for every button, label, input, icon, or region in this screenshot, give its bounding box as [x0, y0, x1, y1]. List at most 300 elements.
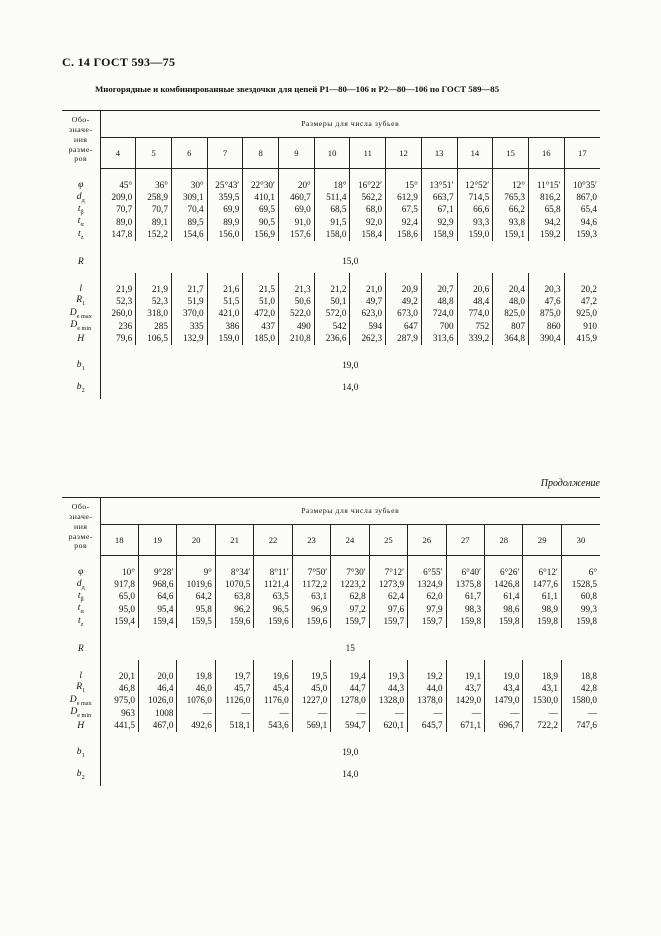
table-row [62, 603, 600, 615]
spacer-cell [369, 660, 407, 670]
table-cell: 12°52′ [457, 179, 493, 191]
table-cell: 1324,9 [408, 578, 446, 590]
spacer-cell [350, 169, 386, 180]
table-cell: 159,5 [177, 616, 215, 628]
table-cell: 6°40′ [446, 566, 484, 578]
table-cell: 1530,0 [523, 695, 561, 707]
teeth-count-header: 22 [254, 525, 292, 556]
table-cell: 30° [171, 179, 207, 191]
table-cell: 569,1 [292, 720, 330, 732]
symbol-main: t [77, 202, 81, 214]
table-cell: 21,7 [171, 283, 207, 295]
table-cell: 19,5 [292, 670, 330, 682]
symbol-subscript: 1 [81, 364, 85, 372]
table-cell: 89,1 [136, 216, 172, 228]
table-cell: 51,0 [243, 295, 279, 307]
table-row [62, 591, 600, 603]
table-cell: 518,1 [215, 720, 253, 732]
spacer-cell [171, 273, 207, 283]
table-row [62, 333, 600, 345]
table-cell: 52,3 [136, 295, 172, 307]
teeth-count-group-header: Размеры для числа зубьев [100, 498, 600, 525]
table-cell: 542 [314, 320, 350, 332]
table-cell: 20,3 [528, 283, 564, 295]
table-cell: 97,6 [369, 603, 407, 615]
table-cell: 159,1 [493, 229, 529, 241]
row-symbol [62, 603, 100, 615]
table-cell: 262,3 [350, 333, 386, 345]
table-cell: 21,6 [207, 283, 243, 295]
table-cell: 490 [279, 320, 315, 332]
table-cell: 492,6 [177, 720, 215, 732]
row-symbol [62, 179, 100, 191]
row-symbol [62, 216, 100, 228]
table-cell: 1172,2 [292, 578, 330, 590]
table-row [62, 204, 600, 216]
table-row [62, 191, 600, 203]
table-row [62, 695, 600, 707]
row-symbol [62, 283, 100, 295]
table-cell: 472,0 [243, 308, 279, 320]
table-cell: 1528,5 [571, 578, 597, 589]
table-cell: 19,2 [408, 670, 446, 682]
table-row [62, 320, 600, 332]
symbol-subscript: 1 [81, 751, 85, 759]
row-symbol [62, 695, 100, 707]
table-cell: 91,5 [314, 216, 350, 228]
table-cell: 43,4 [485, 682, 523, 694]
table-cell: 47,2 [580, 295, 597, 306]
spacer-cell [136, 169, 172, 180]
merged-value-cell: 14,0 [342, 382, 359, 393]
teeth-count-header: 17 [564, 138, 600, 169]
teeth-count-header: 19 [138, 525, 176, 556]
table-cell: 63,8 [215, 591, 253, 603]
table-cell: 390,4 [528, 333, 564, 345]
table-cell: — [446, 707, 484, 719]
table-cell: 20,7 [421, 283, 457, 295]
spacer-cell [446, 556, 484, 567]
table-cell: 467,0 [138, 720, 176, 732]
symbol-main: d [76, 190, 82, 202]
header-line: ния [74, 521, 88, 531]
spacer-cell [279, 169, 315, 180]
header-line: ния [74, 134, 88, 144]
table-cell: 562,2 [350, 191, 386, 203]
table-cell: 45,7 [215, 682, 253, 694]
table-cell: 975,0 [100, 695, 138, 707]
table-cell: 158,0 [314, 229, 350, 241]
table-cell: 19,0 [485, 670, 523, 682]
table-cell: 825,0 [493, 308, 529, 320]
table-cell: 1227,0 [292, 695, 330, 707]
table-cell: 96,5 [254, 603, 292, 615]
table-cell: 1176,0 [254, 695, 292, 707]
table-cell: 46,0 [177, 682, 215, 694]
table-cell: 159,8 [485, 616, 523, 628]
spacer-cell [138, 660, 176, 670]
table-cell: 1019,6 [177, 578, 215, 590]
row-symbol [62, 682, 100, 694]
teeth-count-header: 21 [215, 525, 253, 556]
table-row [62, 251, 600, 273]
table-cell: 159,7 [369, 616, 407, 628]
table-cell: 623,0 [350, 308, 386, 320]
table-cell: 95,0 [100, 603, 138, 615]
table-cell: 543,6 [254, 720, 292, 732]
table-cell: 61,7 [446, 591, 484, 603]
table-cell: 21,5 [243, 283, 279, 295]
table-cell: 236,6 [314, 333, 350, 345]
table-cell: 20° [279, 179, 315, 191]
table-cell: 612,9 [386, 191, 422, 203]
table-cell: 95,4 [138, 603, 176, 615]
table-cell: 46,4 [138, 682, 176, 694]
spacer-cell [62, 241, 100, 251]
symbol-subscript: 2 [81, 386, 85, 394]
header-line: разме- [68, 144, 93, 154]
row-symbol [62, 191, 100, 203]
table-cell: 19,6 [254, 670, 292, 682]
table-cell: 44,7 [331, 682, 369, 694]
teeth-count-header: 29 [523, 525, 561, 556]
table-cell: 45,0 [292, 682, 330, 694]
table-cell: 16°22′ [350, 179, 386, 191]
table-cell: — [177, 707, 215, 719]
table-cell: 774,0 [457, 308, 493, 320]
table-cell: 724,0 [421, 308, 457, 320]
table-row [62, 578, 600, 590]
teeth-count-header: 26 [408, 525, 446, 556]
table-cell: — [331, 707, 369, 719]
symbol-main: b [76, 358, 82, 370]
symbol-main: H [77, 719, 85, 731]
table-cell: 1477,6 [523, 578, 561, 590]
symbol-main: R [76, 681, 83, 693]
table-cell: 60,8 [580, 591, 597, 602]
table-cell: 62,8 [331, 591, 369, 603]
header-line: разме- [68, 531, 93, 541]
teeth-count-header: 24 [331, 525, 369, 556]
table-cell: — [408, 707, 446, 719]
table-cell: 1121,4 [254, 578, 292, 590]
table-cell: 70,7 [100, 204, 136, 216]
table-cell: 663,7 [421, 191, 457, 203]
symbol-subscript: e max [76, 699, 92, 707]
table-cell: 441,5 [100, 720, 138, 732]
table-cell: 154,6 [171, 229, 207, 241]
table-cell: — [292, 707, 330, 719]
table-cell: 364,8 [493, 333, 529, 345]
table-cell: 47,6 [528, 295, 564, 307]
table-cell: — [523, 707, 561, 719]
table-cell: 159,7 [331, 616, 369, 628]
symbol-main: R [77, 643, 84, 655]
table-cell: 20,4 [493, 283, 529, 295]
spacer-cell [100, 628, 600, 638]
table-cell: 19,7 [215, 670, 253, 682]
table-cell: 93,3 [457, 216, 493, 228]
table-cell: 209,0 [100, 191, 136, 203]
table-cell: 92,0 [350, 216, 386, 228]
table-cell: 21,9 [136, 283, 172, 295]
teeth-count-header: 13 [421, 138, 457, 169]
spacer-cell [100, 345, 600, 355]
table-cell: — [485, 707, 523, 719]
table-cell: 359,5 [207, 191, 243, 203]
symbol-subscript: α [80, 608, 84, 616]
spacer-cell [493, 273, 529, 283]
table-cell: 18,9 [523, 670, 561, 682]
spacer-cell [314, 273, 350, 283]
spacer-cell [528, 273, 564, 283]
spacer-cell [171, 169, 207, 180]
teeth-count-header: 9 [279, 138, 315, 169]
table-cell: 968,6 [138, 578, 176, 590]
symbol-subscript: e min [77, 325, 92, 333]
teeth-count-header: 7 [207, 138, 243, 169]
table-cell: 10°35′ [572, 179, 597, 190]
page-header: С. 14 ГОСТ 593—75 [62, 55, 176, 69]
teeth-count-header: 15 [493, 138, 529, 169]
table-cell: 313,6 [421, 333, 457, 345]
table-cell: — [587, 707, 597, 718]
row-symbol [62, 720, 100, 732]
table-cell: 158,6 [386, 229, 422, 241]
table-row [62, 566, 600, 578]
table-cell: 1580,0 [571, 695, 597, 706]
symbol-main: b [76, 380, 82, 392]
symbol-subscript: z [80, 233, 84, 241]
table-cell: 64,6 [138, 591, 176, 603]
spacer-cell [100, 273, 136, 283]
spacer-cell [561, 660, 600, 670]
table-cell: 43,1 [523, 682, 561, 694]
symbol-main: D [70, 706, 78, 718]
table-cell: 67,5 [386, 204, 422, 216]
table-cell: 7°12′ [369, 566, 407, 578]
table-row [62, 377, 600, 399]
spacer-cell [215, 660, 253, 670]
table-cell: 158,9 [421, 229, 457, 241]
spacer-cell [62, 345, 100, 355]
table-cell: 159,2 [528, 229, 564, 241]
spacer-cell [279, 273, 315, 283]
row-symbol [62, 377, 100, 399]
table-cell: 42,8 [580, 682, 597, 693]
table-cell: 1070,5 [215, 578, 253, 590]
spacer-cell [350, 273, 386, 283]
table-cell: 309,1 [171, 191, 207, 203]
table-cell: 97,9 [408, 603, 446, 615]
table-row [62, 179, 600, 191]
row-symbol [62, 333, 100, 345]
table-cell: — [215, 707, 253, 719]
table-cell: 90,5 [243, 216, 279, 228]
table-cell: 1076,0 [177, 695, 215, 707]
table-cell: 52,3 [100, 295, 136, 307]
table-cell: 1328,0 [369, 695, 407, 707]
row-symbol [62, 670, 100, 682]
sprocket-table-2 [62, 497, 600, 786]
table-cell: 64,2 [177, 591, 215, 603]
table-cell: 65,4 [580, 204, 597, 215]
table-cell: 51,9 [171, 295, 207, 307]
table-cell: 511,4 [314, 191, 350, 203]
table-cell: 415,9 [576, 333, 597, 344]
row-symbol [62, 566, 100, 578]
spacer-cell [408, 660, 446, 670]
table-cell: 61,4 [485, 591, 523, 603]
table-row [62, 295, 600, 307]
merged-value-cell: 15,0 [342, 256, 359, 267]
table-cell: 68,0 [350, 204, 386, 216]
table-cell: 159,3 [576, 229, 597, 240]
table-row [62, 742, 600, 764]
table-cell: 9° [177, 566, 215, 578]
symbol-main: φ [78, 566, 84, 578]
table-cell: 51,5 [207, 295, 243, 307]
table-row [62, 308, 600, 320]
table-cell: 159,8 [523, 616, 561, 628]
table-cell: 1008 [138, 707, 176, 719]
table-cell: 94,2 [528, 216, 564, 228]
spacer-cell [100, 169, 136, 180]
table-cell: 20,9 [386, 283, 422, 295]
spacer-cell [254, 660, 292, 670]
table-cell: 36° [136, 179, 172, 191]
table-cell: 79,6 [100, 333, 136, 345]
table-cell: 460,7 [279, 191, 315, 203]
symbol-subscript: д [81, 196, 85, 204]
symbol-subscript: β [80, 595, 84, 603]
table-cell: 157,6 [279, 229, 315, 241]
table-cell: 21,2 [314, 283, 350, 295]
table-cell: 572,0 [314, 308, 350, 320]
symbol-subscript: β [80, 208, 84, 216]
spacer-cell [421, 169, 457, 180]
table-cell: 752 [457, 320, 493, 332]
table-cell: 25°43′ [207, 179, 243, 191]
table-cell: 95,8 [177, 603, 215, 615]
spacer-cell [136, 273, 172, 283]
table-cell: 13°51′ [421, 179, 457, 191]
table-cell: 48,0 [493, 295, 529, 307]
table-cell: 50,6 [279, 295, 315, 307]
table-cell: 65,0 [100, 591, 138, 603]
table-cell: 159,6 [292, 616, 330, 628]
spacer-cell [386, 169, 422, 180]
row-symbol [62, 578, 100, 590]
table-cell: 318,0 [136, 308, 172, 320]
spacer-cell [243, 273, 279, 283]
symbol-subscript: e max [76, 312, 92, 320]
sprocket-table-1 [62, 110, 600, 399]
table-cell: 159,8 [446, 616, 484, 628]
spacer-cell [62, 556, 100, 567]
table-cell: 6°55′ [408, 566, 446, 578]
table-cell: 7°30′ [331, 566, 369, 578]
spacer-cell [314, 169, 350, 180]
table-cell: 159,6 [254, 616, 292, 628]
row-symbol [62, 591, 100, 603]
spacer-cell [292, 660, 330, 670]
table-cell: 860 [528, 320, 564, 332]
symbol-main: H [77, 332, 85, 344]
table-cell: 1479,0 [485, 695, 523, 707]
spacer-cell [561, 556, 600, 567]
symbol-subscript: 1 [82, 300, 86, 308]
row-symbol [62, 320, 100, 332]
spacer-cell [446, 660, 484, 670]
header-line: ров [74, 541, 88, 551]
spacer-cell [100, 660, 138, 670]
table-cell: 7°50′ [292, 566, 330, 578]
table-cell: 1126,0 [215, 695, 253, 707]
table-row [62, 229, 600, 241]
table-cell: — [369, 707, 407, 719]
table-cell: 50,1 [314, 295, 350, 307]
table-cell: 8°11′ [254, 566, 292, 578]
table-cell: 66,2 [493, 204, 529, 216]
table-cell: 339,2 [457, 333, 493, 345]
symbol-subscript: e min [77, 712, 92, 720]
table-cell: 159,0 [207, 333, 243, 345]
table-cell: 285 [136, 320, 172, 332]
spacer-cell [100, 556, 138, 567]
table-cell: 49,7 [350, 295, 386, 307]
table-cell: 159,6 [215, 616, 253, 628]
table-cell: 620,1 [369, 720, 407, 732]
table-cell: 714,5 [457, 191, 493, 203]
spacer-cell [138, 556, 176, 567]
row-symbol [62, 204, 100, 216]
table-cell: 910 [583, 320, 597, 331]
symbol-main: R [76, 294, 83, 306]
spacer-cell [243, 169, 279, 180]
table-caption: Многорядные и комбинированные звездочки для цепей Р1—80—106 и Р2—80—106 по ГОСТ 589—85 [95, 84, 500, 94]
table-row [62, 707, 600, 719]
table-cell: 132,9 [171, 333, 207, 345]
spacer-cell [457, 169, 493, 180]
table-cell: 70,4 [171, 204, 207, 216]
table-cell: 410,1 [243, 191, 279, 203]
table-cell: 44,3 [369, 682, 407, 694]
spacer-cell [207, 169, 243, 180]
table-row [62, 764, 600, 786]
spacer-cell [485, 556, 523, 567]
table-cell: 19,3 [369, 670, 407, 682]
table-row [62, 720, 600, 732]
spacer-cell [493, 169, 529, 180]
table-cell: 20,6 [457, 283, 493, 295]
teeth-count-header: 30 [561, 525, 600, 556]
table-cell: 158,4 [350, 229, 386, 241]
table-cell: 21,3 [279, 283, 315, 295]
teeth-count-header: 12 [386, 138, 422, 169]
spacer-cell [100, 732, 600, 742]
symbol-subscript: д [81, 583, 85, 591]
header-line: Обо- [71, 502, 90, 512]
row-symbol [62, 355, 100, 377]
symbol-main: l [79, 283, 83, 295]
spacer-cell [523, 556, 561, 567]
table-cell: 98,9 [523, 603, 561, 615]
spacer-cell [564, 273, 600, 283]
symbol-main: R [77, 256, 84, 268]
table-cell: 65,8 [528, 204, 564, 216]
table-cell: 765,3 [493, 191, 529, 203]
